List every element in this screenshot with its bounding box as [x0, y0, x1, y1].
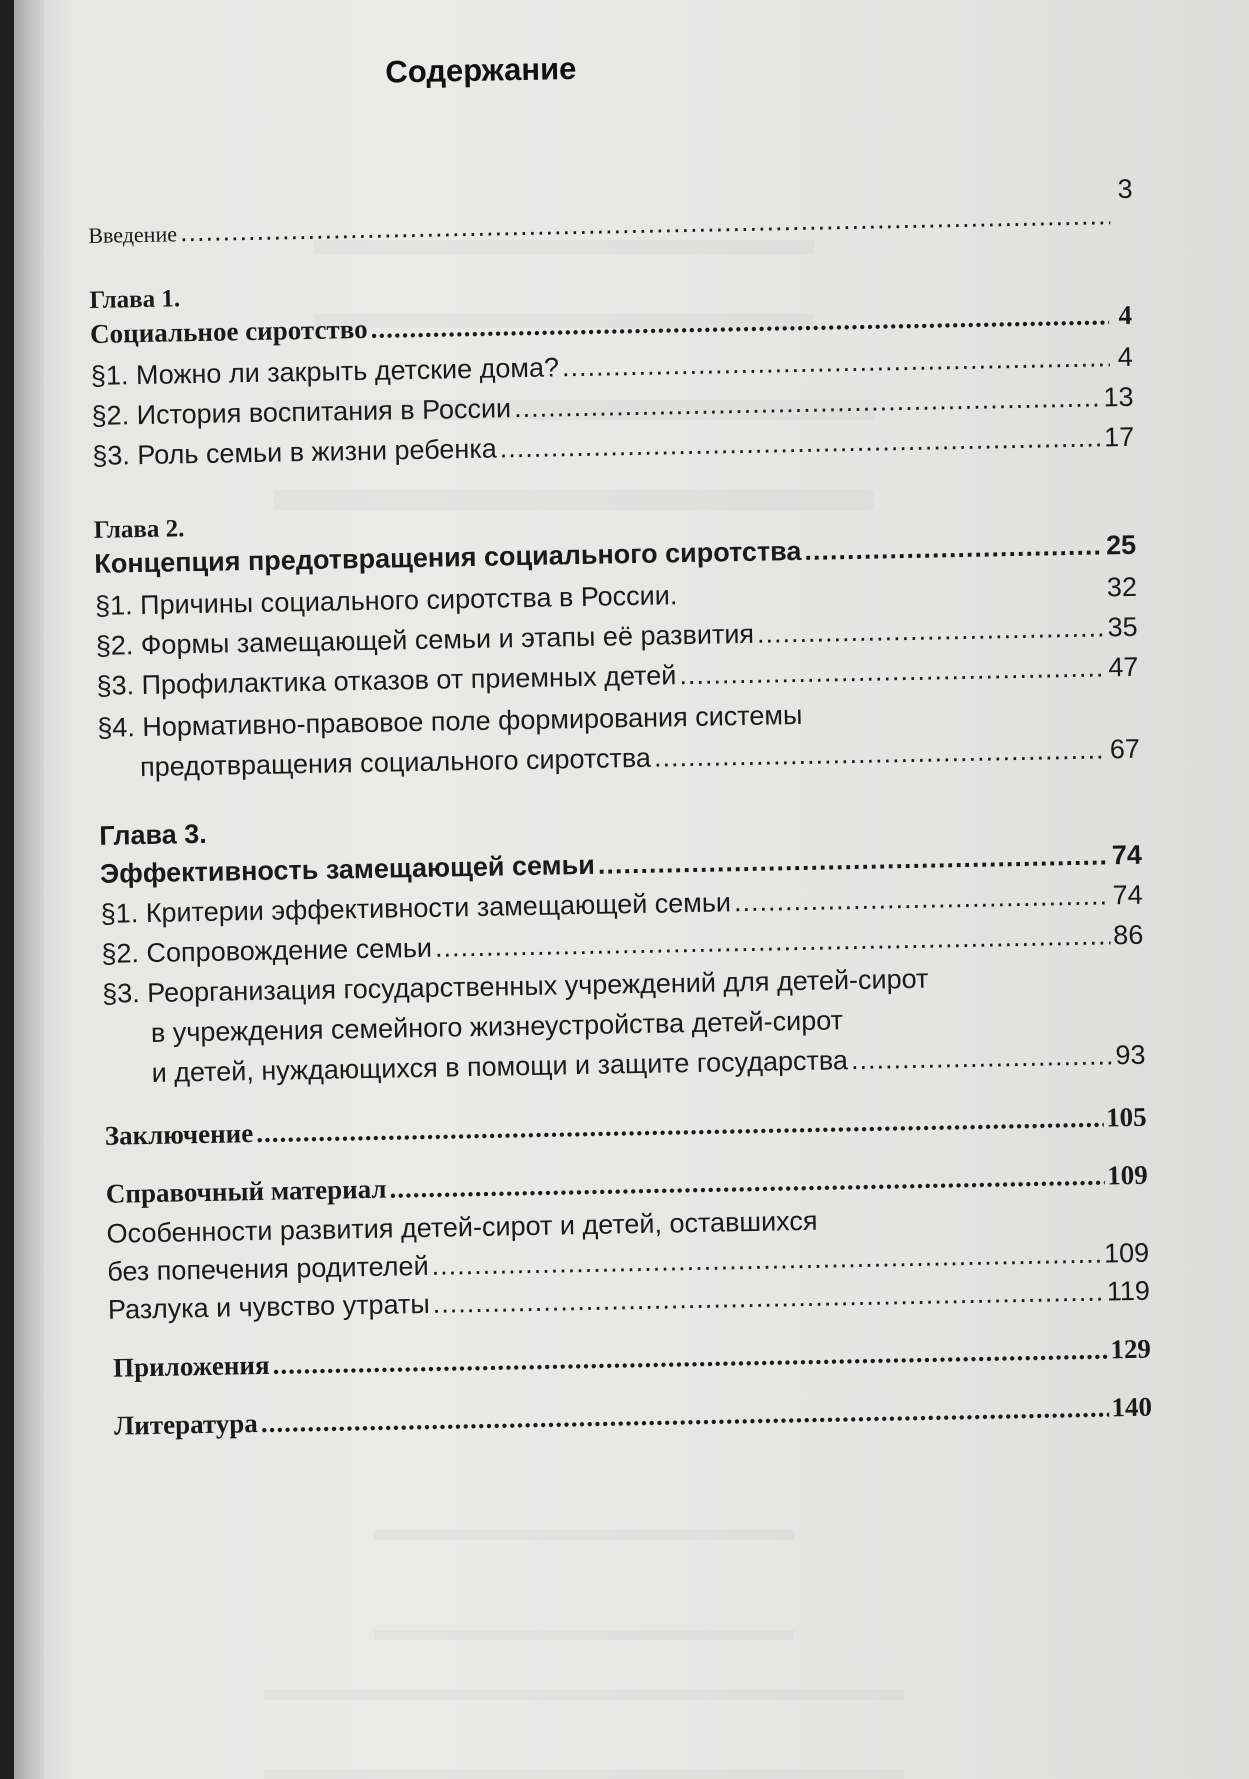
page-number: 32 [1106, 571, 1138, 603]
dot-leader [432, 1276, 1104, 1320]
entry-label: и детей, нуждающихся в помощи и защите государства [151, 1045, 849, 1088]
page-number: 25 [1105, 529, 1137, 561]
page-title: Содержание [385, 50, 577, 90]
dot-leader [431, 1238, 1101, 1282]
dot-leader [851, 1039, 1113, 1076]
entry-label: предотвращения социального сиротства [139, 742, 652, 783]
dot-leader [562, 341, 1110, 383]
toc-entry-intro [88, 173, 1133, 252]
entry-label: Заключение [104, 1118, 254, 1151]
page-number: 13 [1103, 381, 1134, 413]
entry-label: Эффективность замещающей семьи [99, 849, 596, 889]
entry-label: §2. История воспитания в России [91, 393, 512, 431]
dot-leader [435, 919, 1111, 963]
entry-label: Введение [88, 221, 178, 248]
toc-entry-chapter-1 [90, 299, 1132, 350]
entry-label: §2. Формы замещающей семьи и этапы её развития [95, 618, 755, 661]
toc-entry-chapter-2 [94, 529, 1136, 580]
page-number: 47 [1108, 651, 1139, 683]
page-number: 67 [1109, 733, 1141, 765]
page-number: 129 [1110, 1333, 1152, 1365]
entry-label: Социальное сиротство [89, 313, 368, 349]
chapter-1-heading: Глава 1. [89, 285, 181, 314]
entry-label: Разлука и чувство утраты [107, 1288, 431, 1325]
dot-leader [272, 1333, 1107, 1380]
dot-leader [514, 381, 1101, 424]
entry-label: §3. Роль семьи в жизни ребенка [92, 433, 498, 471]
page-number: 4 [1117, 341, 1133, 373]
entry-label: Справочный материал [105, 1173, 387, 1209]
toc-entry-literature [114, 1391, 1152, 1442]
dot-leader [389, 1160, 1104, 1205]
dot-leader [734, 879, 1110, 918]
dot-leader [256, 1102, 1104, 1150]
dot-leader [654, 733, 1108, 773]
dot-leader [370, 299, 1109, 345]
page-number: 17 [1103, 421, 1135, 453]
toc-entry-ch3-sec3-line2: в учреждения семейного жизнеустройства детей-сирот [150, 1005, 844, 1048]
page-number: 74 [1112, 879, 1143, 911]
dot-leader [499, 421, 1101, 464]
dot-leader [679, 651, 1106, 691]
chapter-3-heading: Глава 3. [99, 818, 207, 851]
dot-leader [757, 611, 1105, 649]
page-shadow-edge [14, 0, 44, 1779]
dot-leader [597, 839, 1109, 880]
chapter-2-heading: Глава 2. [93, 515, 185, 544]
page-number: 109 [1106, 1159, 1148, 1191]
entry-label: без попечения родителей [107, 1250, 429, 1287]
entry-label: §1. Можно ли закрыть детские дома? [90, 352, 560, 391]
page-number: 105 [1105, 1101, 1147, 1133]
toc-entry-ch2-sec4-line1: §4. Нормативно-правовое поле формирования системы [97, 699, 803, 743]
page-number: 140 [1111, 1391, 1153, 1423]
entry-label: §1. Причины социального сиротства в России. [94, 580, 678, 621]
page-number: 86 [1112, 919, 1144, 951]
dot-leader [804, 529, 1103, 566]
page-number: 93 [1115, 1039, 1146, 1071]
toc-entry-ch3-sec3 [151, 1039, 1145, 1089]
page-number: 3 [1117, 173, 1133, 205]
page-number: 74 [1111, 839, 1143, 871]
book-page [14, 0, 1249, 1779]
toc-entry-appendix [113, 1333, 1151, 1384]
entry-label: §3. Профилактика отказов от приемных детей [96, 660, 677, 701]
entry-label: Литература [113, 1408, 259, 1441]
entry-label: Приложения [112, 1349, 270, 1383]
toc-entry-ch3-sec3-line1: §3. Реорганизация государственных учреждений для детей-сирот [101, 963, 929, 1009]
toc-entry-reference-item1-line1: Особенности развития детей-сирот и детей, оставшихся [106, 1205, 818, 1249]
page-number: 109 [1103, 1237, 1150, 1269]
page-number: 119 [1106, 1275, 1151, 1307]
toc-entry-conclusion [105, 1101, 1147, 1152]
page-number: 4 [1118, 299, 1133, 331]
entry-label: Концепция предотвращения социального сиротства [94, 535, 802, 579]
page-number: 35 [1107, 611, 1138, 643]
toc-entry-reference [106, 1159, 1148, 1210]
entry-label: §1. Критерии эффективности замещающей семьи [100, 887, 732, 929]
entry-label: §2. Сопровождение семьи [101, 932, 433, 969]
dot-leader [180, 199, 1111, 248]
table-of-contents [84, 0, 1156, 1779]
dot-leader [260, 1391, 1108, 1439]
